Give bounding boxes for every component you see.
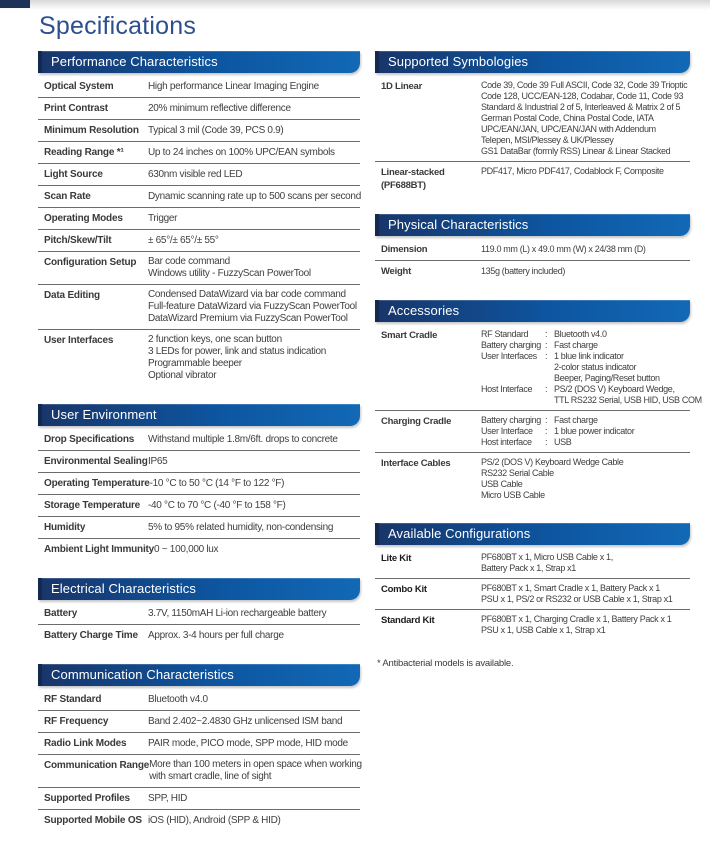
spec-row bbox=[375, 579, 690, 610]
value-line: Optional vibrator bbox=[148, 370, 217, 381]
section-physical-characteristics bbox=[375, 214, 690, 282]
spec-row bbox=[38, 603, 360, 625]
row-value bbox=[148, 499, 360, 512]
row-label-text: Reading Range *¹ bbox=[44, 147, 124, 158]
spec-row bbox=[38, 711, 360, 733]
sub-label: RF Standard bbox=[481, 329, 529, 339]
row-value bbox=[148, 190, 360, 203]
value-subline bbox=[481, 384, 690, 395]
colon-separator: : bbox=[545, 351, 548, 361]
row-label bbox=[381, 166, 481, 192]
spec-row bbox=[38, 689, 360, 711]
row-value bbox=[481, 329, 702, 406]
spec-row bbox=[38, 285, 360, 330]
row-value bbox=[481, 552, 690, 574]
row-label bbox=[44, 814, 148, 827]
row-label-text: Radio Link Modes bbox=[44, 738, 127, 749]
row-value bbox=[481, 457, 690, 501]
sub-value: Fast charge bbox=[554, 340, 598, 350]
sub-value: Fast charge bbox=[554, 415, 598, 425]
row-label bbox=[44, 433, 148, 446]
colon-separator bbox=[545, 395, 554, 406]
row-label-text: Battery bbox=[44, 608, 78, 619]
row-value bbox=[149, 759, 360, 783]
row-label-text: Data Editing bbox=[44, 290, 100, 301]
section-header: Communication Characteristics bbox=[38, 664, 360, 686]
value-line: IP65 bbox=[148, 456, 168, 467]
value-subline bbox=[481, 373, 690, 384]
spec-row bbox=[375, 162, 690, 196]
row-value bbox=[481, 166, 690, 177]
spec-row bbox=[38, 539, 360, 560]
value-line: Bar code command bbox=[148, 256, 230, 267]
value-subline bbox=[481, 362, 690, 373]
row-label bbox=[44, 334, 148, 347]
row-value bbox=[148, 455, 360, 468]
row-value bbox=[148, 289, 360, 325]
value-line: Bluetooth v4.0 bbox=[148, 694, 208, 705]
row-value bbox=[148, 792, 360, 805]
value-line: Dynamic scanning rate up to 500 scans per second bbox=[148, 191, 361, 202]
spec-row bbox=[375, 610, 690, 640]
antibacterial-footnote: * Antibacterial models is available. bbox=[377, 658, 514, 669]
row-label-text: Smart Cradle bbox=[381, 330, 438, 341]
row-label-text: Operating Temperature bbox=[44, 478, 150, 489]
colon-separator: : bbox=[545, 340, 548, 350]
value-line: PSU x 1, PS/2 or RS232 or USB Cable x 1, Strap x1 bbox=[481, 594, 673, 604]
section-header: User Environment bbox=[38, 404, 360, 426]
colon-separator: : bbox=[545, 384, 548, 394]
section-supported-symbologies bbox=[375, 51, 690, 196]
spec-row bbox=[38, 755, 360, 788]
spec-row bbox=[38, 429, 360, 451]
sub-label: User Interfaces bbox=[481, 351, 537, 361]
spec-row bbox=[38, 164, 360, 186]
row-label-text: Supported Mobile OS bbox=[44, 815, 142, 826]
value-line: Battery Pack x 1, Strap x1 bbox=[481, 563, 576, 573]
sub-value: USB bbox=[554, 437, 572, 447]
value-line: SPP, HID bbox=[148, 793, 188, 804]
spec-row bbox=[375, 239, 690, 261]
value-line: -10 °C to 50 °C (14 °F to 122 °F) bbox=[149, 478, 285, 489]
row-label-text: Combo Kit bbox=[381, 584, 427, 595]
row-value bbox=[148, 212, 360, 225]
row-value bbox=[148, 814, 360, 827]
value-line: iOS (HID), Android (SPP & HID) bbox=[148, 815, 281, 826]
value-line: 20% minimum reflective difference bbox=[148, 103, 291, 114]
section-header: Electrical Characteristics bbox=[38, 578, 360, 600]
section-table bbox=[375, 325, 702, 505]
section-header: Accessories bbox=[375, 300, 690, 322]
value-line: 630nm visible red LED bbox=[148, 169, 243, 180]
sub-label bbox=[481, 362, 545, 373]
row-label-text: Lite Kit bbox=[381, 553, 412, 564]
row-value bbox=[148, 737, 360, 750]
spec-row bbox=[38, 120, 360, 142]
row-label bbox=[44, 629, 148, 642]
row-label-text: Weight bbox=[381, 266, 411, 277]
value-line: Typical 3 mil (Code 39, PCS 0.9) bbox=[148, 125, 284, 136]
row-label bbox=[44, 190, 148, 203]
value-line: More than 100 meters in open space when working bbox=[149, 759, 362, 770]
row-label bbox=[381, 329, 481, 342]
row-label-text: Communication Range bbox=[44, 760, 150, 771]
row-label bbox=[44, 543, 154, 556]
value-line: PS/2 (DOS V) Keyboard Wedge Cable bbox=[481, 457, 624, 467]
row-value bbox=[148, 168, 360, 181]
row-value bbox=[481, 80, 690, 157]
page-title: Specifications bbox=[39, 12, 197, 40]
value-line: PDF417, Micro PDF417, Codablock F, Composite bbox=[481, 166, 664, 176]
spec-row bbox=[375, 411, 690, 453]
row-label-text: RF Frequency bbox=[44, 716, 109, 727]
row-value bbox=[148, 234, 360, 247]
value-line: 3 LEDs for power, link and status indication bbox=[148, 346, 327, 357]
colon-separator: : bbox=[545, 415, 548, 425]
row-value bbox=[481, 243, 690, 256]
sub-value: 1 blue link indicator bbox=[554, 351, 624, 361]
sub-label bbox=[481, 373, 545, 384]
value-line: Telepen, MSI/Plessey & UK/Plessey bbox=[481, 135, 614, 145]
spec-row bbox=[375, 325, 702, 411]
spec-row bbox=[375, 261, 690, 282]
value-line: PF680BT x 1, Smart Cradle x 1, Battery Pack x 1 bbox=[481, 583, 660, 593]
value-line: RS232 Serial Cable bbox=[481, 468, 554, 478]
section-header: Available Configurations bbox=[375, 523, 690, 545]
value-line: Programmable beeper bbox=[148, 358, 242, 369]
section-table bbox=[38, 603, 360, 646]
row-label bbox=[381, 552, 481, 565]
row-label-text: (PF688BT) bbox=[381, 180, 426, 191]
spec-row bbox=[38, 733, 360, 755]
value-subline bbox=[481, 329, 690, 340]
value-line: High performance Linear Imaging Engine bbox=[148, 81, 319, 92]
row-label bbox=[44, 124, 148, 137]
section-accessories bbox=[375, 300, 702, 505]
value-subline bbox=[481, 351, 690, 362]
row-label-text: Standard Kit bbox=[381, 615, 435, 626]
row-label bbox=[44, 737, 148, 750]
row-label bbox=[381, 457, 481, 470]
row-label-text: Configuration Setup bbox=[44, 257, 137, 268]
row-label-text: Environmental Sealing bbox=[44, 456, 148, 467]
spec-row bbox=[38, 142, 360, 164]
value-line: Code 128, UCC/EAN-128, Codabar, Code 11, Code 93 bbox=[481, 91, 684, 101]
row-label-text: RF Standard bbox=[44, 694, 102, 705]
spec-row bbox=[38, 230, 360, 252]
row-value bbox=[148, 521, 360, 534]
row-label bbox=[44, 607, 148, 620]
sub-value: PS/2 (DOS V) Keyboard Wedge, bbox=[554, 384, 675, 394]
row-label bbox=[44, 693, 148, 706]
row-label-text: Ambient Light Immunity bbox=[44, 544, 155, 555]
row-value bbox=[148, 334, 360, 382]
section-performance-characteristics bbox=[38, 51, 360, 386]
value-subline bbox=[481, 340, 690, 351]
row-label bbox=[381, 583, 481, 596]
columns-wrapper bbox=[38, 51, 710, 849]
row-value bbox=[148, 80, 360, 93]
row-label bbox=[44, 455, 148, 468]
row-label bbox=[44, 102, 148, 115]
spec-row bbox=[38, 788, 360, 810]
row-label bbox=[381, 614, 481, 627]
spec-row bbox=[38, 495, 360, 517]
value-line: PF680BT x 1, Micro USB Cable x 1, bbox=[481, 552, 613, 562]
row-label-text: Optical System bbox=[44, 81, 114, 92]
row-label-text: Humidity bbox=[44, 522, 86, 533]
row-label bbox=[44, 499, 148, 512]
row-label-text: Charging Cradle bbox=[381, 416, 452, 427]
colon-separator: : bbox=[545, 426, 548, 436]
value-line: PSU x 1, USB Cable x 1, Strap x1 bbox=[481, 625, 606, 635]
section-table bbox=[38, 429, 360, 560]
colon-separator bbox=[545, 362, 554, 373]
value-line: Up to 24 inches on 100% UPC/EAN symbols bbox=[148, 147, 335, 158]
sub-label bbox=[481, 395, 545, 406]
value-line: DataWizard Premium via FuzzyScan PowerTool bbox=[148, 313, 348, 324]
value-line: Withstand multiple 1.8m/6ft. drops to concrete bbox=[148, 434, 338, 445]
sub-value: Beeper, Paging/Reset button bbox=[554, 373, 660, 383]
row-label-text: Dimension bbox=[381, 244, 428, 255]
row-label bbox=[44, 212, 148, 225]
row-label-text: Light Source bbox=[44, 169, 103, 180]
spec-row bbox=[375, 76, 690, 162]
section-available-configurations bbox=[375, 523, 690, 640]
value-line: Full-feature DataWizard via FuzzyScan PowerTool bbox=[148, 301, 357, 312]
colon-separator bbox=[545, 373, 554, 384]
row-label bbox=[381, 80, 481, 93]
value-line: PF680BT x 1, Charging Cradle x 1, Battery Pack x 1 bbox=[481, 614, 672, 624]
row-label bbox=[381, 415, 481, 428]
sub-value: 2-color status indicator bbox=[554, 362, 637, 372]
row-label-text: Battery Charge Time bbox=[44, 630, 138, 641]
row-label-text: Print Contrast bbox=[44, 103, 108, 114]
row-value bbox=[148, 629, 360, 642]
row-label-text: Pitch/Skew/Tilt bbox=[44, 235, 112, 246]
value-line: German Postal Code, China Postal Code, IATA bbox=[481, 113, 654, 123]
spec-row bbox=[375, 548, 690, 579]
row-label bbox=[44, 256, 148, 269]
value-line: 135g (battery included) bbox=[481, 266, 566, 276]
value-line: 5% to 95% related humidity, non-condensing bbox=[148, 522, 334, 533]
row-value bbox=[148, 146, 360, 159]
sub-label: Host interface bbox=[481, 437, 532, 447]
section-header: Physical Characteristics bbox=[375, 214, 690, 236]
value-line: Standard & Industrial 2 of 5, Interleaved & Matrix 2 of 5 bbox=[481, 102, 681, 112]
row-label bbox=[44, 168, 148, 181]
row-label-text: User Interfaces bbox=[44, 335, 114, 346]
right-column bbox=[375, 51, 702, 669]
row-value bbox=[154, 543, 360, 556]
row-label bbox=[381, 243, 481, 256]
row-label-text: Drop Specifications bbox=[44, 434, 135, 445]
row-label bbox=[44, 289, 148, 302]
section-communication-characteristics bbox=[38, 664, 360, 831]
section-table bbox=[38, 76, 360, 386]
sub-label: User Interface bbox=[481, 426, 533, 436]
sub-value: 1 blue power indicator bbox=[554, 426, 635, 436]
value-line: Micro USB Cable bbox=[481, 490, 545, 500]
row-label bbox=[44, 715, 148, 728]
row-value bbox=[481, 265, 690, 278]
row-label-text: Minimum Resolution bbox=[44, 125, 139, 136]
row-value bbox=[150, 477, 360, 490]
value-line: Approx. 3-4 hours per full charge bbox=[148, 630, 284, 641]
row-label-text: Storage Temperature bbox=[44, 500, 141, 511]
row-label bbox=[44, 234, 148, 247]
row-value bbox=[148, 124, 360, 137]
sub-label: Host Interface bbox=[481, 384, 533, 394]
spec-row bbox=[38, 517, 360, 539]
value-subline bbox=[481, 437, 690, 448]
section-table bbox=[38, 689, 360, 831]
colon-separator: : bbox=[545, 437, 548, 447]
sub-value: TTL RS232 Serial, USB HID, USB COM bbox=[554, 395, 702, 405]
row-label bbox=[381, 265, 481, 278]
value-line: GS1 DataBar (formly RSS) Linear & Linear Stacked bbox=[481, 146, 671, 156]
row-label bbox=[44, 80, 148, 93]
row-label-text: Interface Cables bbox=[381, 458, 451, 469]
value-line: ± 65°/± 65°/± 55° bbox=[148, 235, 219, 246]
value-line: 0 ~ 100,000 lux bbox=[154, 544, 219, 555]
value-line: -40 °C to 70 °C (-40 °F to 158 °F) bbox=[148, 500, 286, 511]
spec-row bbox=[38, 473, 360, 495]
value-subline bbox=[481, 395, 702, 406]
row-label-text: 1D Linear bbox=[381, 81, 423, 92]
row-label bbox=[44, 521, 148, 534]
value-line: 119.0 mm (L) x 49.0 mm (W) x 24/38 mm (D) bbox=[481, 244, 646, 254]
value-line: with smart cradle, line of sight bbox=[149, 771, 272, 782]
row-value bbox=[148, 693, 360, 706]
row-value bbox=[148, 256, 360, 280]
section-table bbox=[375, 239, 690, 282]
section-electrical-characteristics bbox=[38, 578, 360, 646]
row-value bbox=[148, 433, 360, 446]
spec-row bbox=[38, 625, 360, 646]
row-label-text: Scan Rate bbox=[44, 191, 91, 202]
value-line: Band 2.402~2.4830 GHz unlicensed ISM band bbox=[148, 716, 343, 727]
value-line: 2 function keys, one scan button bbox=[148, 334, 282, 345]
sub-value: Bluetooth v4.0 bbox=[554, 329, 607, 339]
spec-row bbox=[38, 252, 360, 285]
left-column bbox=[38, 51, 360, 849]
value-subline bbox=[481, 426, 690, 437]
sub-label: Battery charging bbox=[481, 340, 541, 350]
row-label bbox=[44, 146, 148, 159]
value-line: 3.7V, 1150mAH Li-ion rechargeable battery bbox=[148, 608, 327, 619]
section-header: Supported Symbologies bbox=[375, 51, 690, 73]
sub-label: Battery charging bbox=[481, 415, 541, 425]
spec-row bbox=[38, 76, 360, 98]
value-line: PAIR mode, PICO mode, SPP mode, HID mode bbox=[148, 738, 348, 749]
row-value bbox=[148, 102, 360, 115]
value-line: Windows utility - FuzzyScan PowerTool bbox=[148, 268, 311, 279]
value-line: Trigger bbox=[148, 213, 178, 224]
spec-row bbox=[38, 98, 360, 120]
spec-row bbox=[38, 330, 360, 386]
value-line: UPC/EAN/JAN, UPC/EAN/JAN with Addendum bbox=[481, 124, 656, 134]
section-user-environment bbox=[38, 404, 360, 560]
value-line: Code 39, Code 39 Full ASCII, Code 32, Code 39 Trioptic bbox=[481, 80, 688, 90]
value-subline bbox=[481, 415, 690, 426]
row-label bbox=[44, 477, 150, 490]
value-line: Condensed DataWizard via bar code command bbox=[148, 289, 346, 300]
row-value bbox=[148, 715, 360, 728]
row-label-text: Supported Profiles bbox=[44, 793, 130, 804]
row-value bbox=[148, 607, 360, 620]
row-label-text: Linear-stacked bbox=[381, 167, 445, 178]
row-label bbox=[44, 792, 148, 805]
row-value bbox=[481, 583, 690, 605]
row-value bbox=[481, 415, 690, 448]
value-line: USB Cable bbox=[481, 479, 523, 489]
row-label bbox=[44, 759, 149, 772]
spec-row bbox=[38, 810, 360, 831]
spec-row bbox=[38, 451, 360, 473]
colon-separator: : bbox=[545, 329, 548, 339]
row-value bbox=[481, 614, 690, 636]
spec-row bbox=[38, 186, 360, 208]
spec-row bbox=[38, 208, 360, 230]
section-table bbox=[375, 548, 690, 640]
spec-row bbox=[375, 453, 690, 505]
section-header: Performance Characteristics bbox=[38, 51, 360, 73]
row-label-text: Operating Modes bbox=[44, 213, 123, 224]
section-table bbox=[375, 76, 690, 196]
